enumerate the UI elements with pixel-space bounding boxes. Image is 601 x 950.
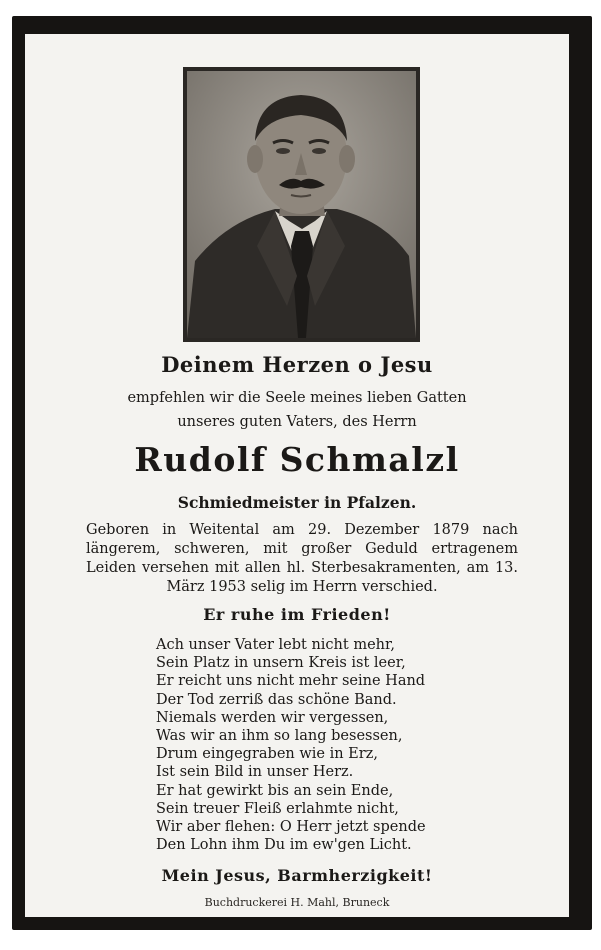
- poem-line: Der Tod zerriß das schöne Band.: [156, 691, 397, 708]
- poem-line: Er reicht uns nicht mehr seine Hand: [156, 673, 426, 690]
- poem-line: Was wir an ihm so lang besessen,: [156, 728, 403, 745]
- poem-line: Sein Platz in unsern Kreis ist leer,: [156, 655, 406, 672]
- deceased-name: Rudolf Schmalzl: [134, 440, 460, 479]
- biography-paragraph: Geboren in Weitental am 29. Dezember 1879 nach längerem, schweren, mit großer Geduld ertragenem Leiden versehen mit allen hl. Sterbesakramenten, am 13. März 1953 selig im Herrn verschied.: [86, 522, 518, 595]
- occupation-line: Schmiedmeister in Pfalzen.: [177, 493, 417, 512]
- rest-in-peace-line: Er ruhe im Frieden!: [203, 605, 391, 624]
- poem-line: Ach unser Vater lebt nicht mehr,: [156, 637, 395, 653]
- intro-line-2: unseres guten Vaters, des Herrn: [177, 414, 417, 430]
- printer-imprint: Buchdruckerei H. Mahl, Bruneck: [204, 896, 390, 909]
- portrait-image: [187, 71, 416, 338]
- intro-line-1: empfehlen wir die Seele meines lieben Gatten: [127, 390, 467, 406]
- closing-prayer: Mein Jesus, Barmherzigkeit!: [161, 866, 433, 885]
- poem-line: Den Lohn ihm Du im ew'gen Licht.: [156, 837, 412, 854]
- poem-line: Wir aber flehen: O Herr jetzt spende: [156, 819, 426, 836]
- portrait-photo: [183, 67, 420, 342]
- memorial-poem: [156, 636, 456, 854]
- poem-line: Er hat gewirkt bis an sein Ende,: [156, 782, 394, 799]
- poem-line: Niemals werden wir vergessen,: [156, 709, 389, 726]
- poem-line: Sein treuer Fleiß erlahmte nicht,: [156, 800, 399, 817]
- poem-line: Ist sein Bild in unser Herz.: [156, 764, 354, 781]
- poem-line: Drum eingegraben wie in Erz,: [156, 746, 378, 763]
- dedication-heading: Deinem Herzen o Jesu: [161, 352, 433, 377]
